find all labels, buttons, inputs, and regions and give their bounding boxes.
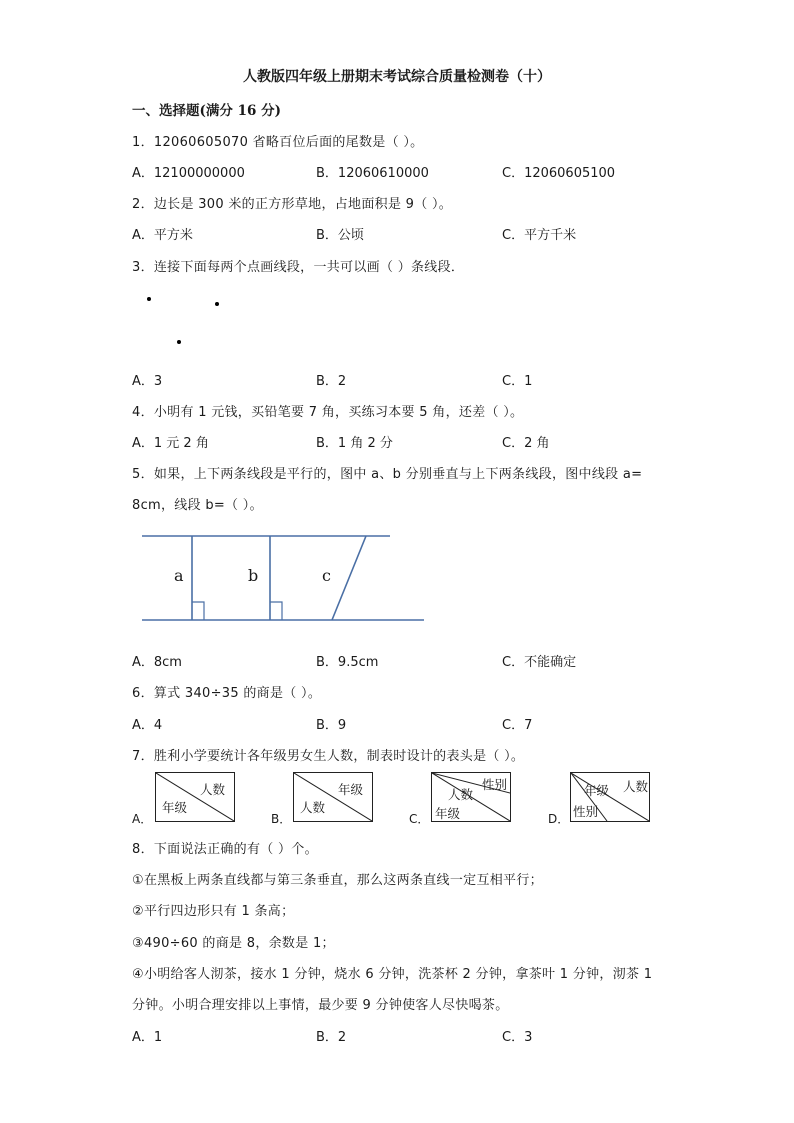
question-5-stem-line-2: 8cm，线段 b=（ ）。 [132, 498, 263, 513]
section-heading: 一、选择题(满分 16 分) [132, 103, 281, 119]
question-7-option-d[interactable]: D． [548, 812, 570, 826]
statement-4-line-1: ④小明给客人沏茶，接水 1 分钟，烧水 6 分钟，洗茶杯 2 分钟，拿茶叶 1 分钟，沏茶 1 [132, 967, 653, 982]
table-header-a[interactable] [155, 772, 235, 822]
question-4-option-c[interactable]: C．2 角 [502, 436, 550, 451]
table-header-d[interactable] [570, 772, 650, 822]
header-a-top-label: 人数 [200, 782, 226, 797]
parallel-lines-figure [138, 530, 428, 626]
page-title: 人教版四年级上册期末考试综合质量检测卷（十） [243, 69, 551, 85]
question-5-stem-line-1: 5．如果，上下两条线段是平行的，图中 a、b 分别垂直与上下两条线段，图中线段 a= [132, 467, 643, 482]
table-header-b[interactable] [293, 772, 373, 822]
point-3 [177, 340, 181, 344]
header-c-top-label: 性别 [482, 777, 508, 792]
question-1-option-a[interactable]: A．12100000000 [132, 166, 245, 181]
question-4-option-b[interactable]: B．1 角 2 分 [316, 436, 393, 451]
question-6-option-c[interactable]: C．7 [502, 718, 533, 733]
question-8-stem: 8．下面说法正确的有（ ）个。 [132, 842, 318, 857]
question-3-stem: 3．连接下面每两个点画线段，一共可以画（ ）条线段． [132, 260, 465, 275]
question-3-option-c[interactable]: C．1 [502, 374, 533, 389]
right-angle-mark-a [192, 602, 204, 620]
question-1-stem: 1．12060605070 省略百位后面的尾数是（ ）。 [132, 135, 424, 150]
question-5-option-b[interactable]: B．9.5cm [316, 655, 379, 670]
header-d-bottom-label: 性别 [573, 804, 599, 819]
question-3-option-b[interactable]: B．2 [316, 374, 347, 389]
point-1 [147, 297, 151, 301]
header-c-bottom-label: 年级 [435, 806, 461, 821]
question-2-stem: 2．边长是 300 米的正方形草地，占地面积是 9（ ）。 [132, 197, 453, 212]
question-7-option-a[interactable]: A． [132, 812, 153, 826]
header-b-top-label: 年级 [338, 782, 364, 797]
question-5-option-a[interactable]: A．8cm [132, 655, 182, 670]
label-a: a [174, 566, 184, 585]
table-header-c[interactable] [431, 772, 511, 822]
question-8-option-b[interactable]: B．2 [316, 1030, 347, 1045]
question-2-option-b[interactable]: B．公顷 [316, 228, 364, 243]
question-7-option-c[interactable]: C． [409, 812, 430, 826]
question-2-option-c[interactable]: C．平方千米 [502, 228, 577, 243]
question-5-option-c[interactable]: C．不能确定 [502, 655, 577, 670]
question-4-stem: 4．小明有 1 元钱，买铅笔要 7 角，买练习本要 5 角，还差（ ）。 [132, 405, 524, 420]
question-4-option-a[interactable]: A．1 元 2 角 [132, 436, 209, 451]
question-7-option-b[interactable]: B． [271, 812, 292, 826]
question-1-option-c[interactable]: C．12060605100 [502, 166, 616, 181]
question-6-option-a[interactable]: A．4 [132, 718, 163, 733]
point-2 [215, 302, 219, 306]
question-1-option-b[interactable]: B．12060610000 [316, 166, 429, 181]
question-7-stem: 7．胜利小学要统计各年级男女生人数，制表时设计的表头是（ ）。 [132, 749, 525, 764]
question-3-option-a[interactable]: A．3 [132, 374, 163, 389]
label-c: c [322, 566, 331, 585]
right-angle-mark-b [270, 602, 282, 620]
question-8-option-c[interactable]: C．3 [502, 1030, 533, 1045]
question-6-stem: 6．算式 340÷35 的商是（ ）。 [132, 686, 322, 701]
header-d-top-label: 人数 [623, 779, 649, 794]
label-b: b [248, 566, 259, 585]
question-6-option-b[interactable]: B．9 [316, 718, 347, 733]
statement-4-line-2: 分钟。小明合理安排以上事情，最少要 9 分钟使客人尽快喝茶。 [132, 998, 509, 1013]
question-2-option-a[interactable]: A．平方米 [132, 228, 193, 243]
statement-2: ②平行四边形只有 1 条高； [132, 904, 295, 919]
statement-3: ③490÷60 的商是 8，余数是 1； [132, 936, 335, 951]
header-c-mid-label: 人数 [448, 787, 474, 802]
statement-1: ①在黑板上两条直线都与第三条垂直，那么这两条直线一定互相平行； [132, 873, 543, 888]
header-a-bottom-label: 年级 [162, 800, 188, 815]
header-d-mid-label: 年级 [584, 783, 610, 798]
question-8-option-a[interactable]: A．1 [132, 1030, 163, 1045]
segment-c [332, 536, 366, 620]
header-b-bottom-label: 人数 [300, 800, 326, 815]
